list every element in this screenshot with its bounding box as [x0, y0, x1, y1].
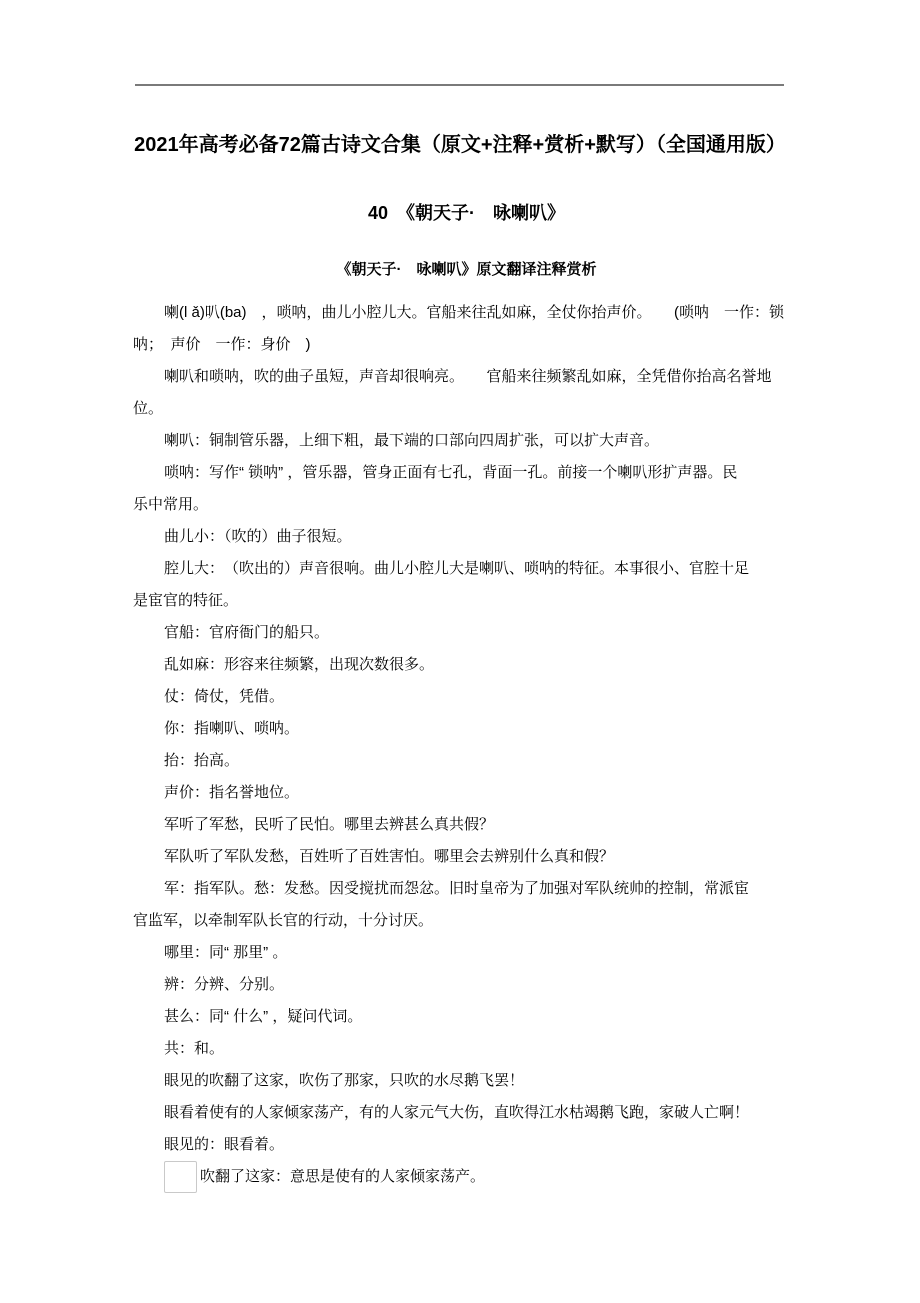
text-line-content: 唢呐：写作“ 锁呐” ，管乐器，管身正面有七孔，背面一孔。前接一个喇叭形扩声器。民 — [164, 464, 738, 481]
text-line-content: 军听了军愁，民听了民怕。哪里去辨甚么真共假？ — [164, 816, 495, 833]
text-line — [133, 905, 823, 937]
text-line-content: 喇(l ǎ)叭(ba) ，唢呐，曲儿小腔儿大。官船来往乱如麻，全仗你抬声价。 (唢呐 一作：锁 — [164, 304, 785, 321]
text-line — [133, 457, 823, 489]
text-line-content: 军队听了军队发愁，百姓听了百姓害怕。哪里会去辨别什么真和假？ — [164, 848, 615, 865]
text-line-content: 位。 — [133, 400, 164, 417]
document-title: 2021年高考必备72篇古诗文合集（原文+注释+赏析+默写）（全国通用版） — [134, 134, 786, 156]
text-line — [133, 1129, 823, 1161]
text-line-content: 官船：官府衙门的船只。 — [164, 624, 330, 641]
text-line — [133, 1065, 823, 1097]
text-line — [133, 681, 823, 713]
text-line — [133, 489, 823, 521]
text-line — [133, 713, 823, 745]
section-subtitle: 《朝天子· 咏喇叭》原文翻译注释赏析 — [336, 261, 597, 278]
body-text — [133, 297, 823, 1193]
text-line-content: 吹翻了这家：意思是使有的人家倾家荡产。 — [200, 1168, 486, 1185]
text-line — [133, 297, 823, 329]
text-line — [133, 425, 823, 457]
text-line-content: 眼看着使有的人家倾家荡产，有的人家元气大伤，直吹得江水枯竭鹅飞跑，家破人亡啊！ — [164, 1104, 750, 1121]
text-line-content: 抬：抬高。 — [164, 752, 240, 769]
text-line — [133, 1161, 823, 1193]
text-line-content: 呐； 声价 一作：身价 ) — [133, 336, 311, 353]
text-line — [133, 521, 823, 553]
text-line-content: 你：指喇叭、唢呐。 — [164, 720, 300, 737]
text-line-content: 是宦官的特征。 — [133, 592, 239, 609]
text-line-content: 乱如麻：形容来往频繁，出现次数很多。 — [164, 656, 435, 673]
text-line — [133, 393, 823, 425]
text-line — [133, 969, 823, 1001]
section-title: 40 《朝天子· 咏喇叭》 — [367, 203, 565, 223]
text-line — [133, 1001, 823, 1033]
text-line — [133, 617, 823, 649]
text-line — [133, 841, 823, 873]
text-line-content: 喇叭：铜制管乐器，上细下粗，最下端的口部向四周扩张，可以扩大声音。 — [164, 432, 660, 449]
text-line-content: 共：和。 — [164, 1040, 225, 1057]
header-rule — [135, 84, 784, 86]
text-line-content: 官监军，以牵制军队长官的行动，十分讨厌。 — [133, 912, 434, 929]
text-line-content: 仗：倚仗，凭借。 — [164, 688, 285, 705]
text-line — [133, 937, 823, 969]
text-line-content: 辨：分辨、分别。 — [164, 976, 285, 993]
text-line — [133, 809, 823, 841]
text-line — [133, 745, 823, 777]
text-line — [133, 329, 823, 361]
text-line-content: 甚么：同“ 什么” ，疑问代词。 — [164, 1008, 363, 1025]
text-line-content: 眼见的吹翻了这家，吹伤了那家，只吹的水尽鹅飞罢！ — [164, 1072, 525, 1089]
text-line — [133, 873, 823, 905]
text-line — [133, 553, 823, 585]
text-line — [133, 649, 823, 681]
text-line-content: 腔儿大： （吹出的）声音很响。曲儿小腔儿大是喇叭、唢呐的特征。本事很小、官腔十足 — [164, 560, 750, 577]
text-line — [133, 777, 823, 809]
text-line-content: 哪里：同“ 那里” 。 — [164, 944, 288, 961]
empty-image-placeholder — [164, 1161, 197, 1193]
text-line — [133, 1097, 823, 1129]
text-line-content: 眼见的：眼看着。 — [164, 1136, 285, 1153]
text-line-content: 曲儿小：（吹的）曲子很短。 — [164, 528, 352, 545]
text-line-content: 军：指军队。愁：发愁。因受搅扰而怨忿。旧时皇帝为了加强对军队统帅的控制，常派宦 — [164, 880, 750, 897]
text-line-content: 喇叭和唢呐，吹的曲子虽短，声音却很响亮。 官船来往频繁乱如麻，全凭借你抬高名誉地 — [164, 368, 772, 385]
text-line-content: 乐中常用。 — [133, 496, 209, 513]
text-line — [133, 1033, 823, 1065]
text-line — [133, 585, 823, 617]
text-line-content: 声价：指名誉地位。 — [164, 784, 300, 801]
text-line — [133, 361, 823, 393]
